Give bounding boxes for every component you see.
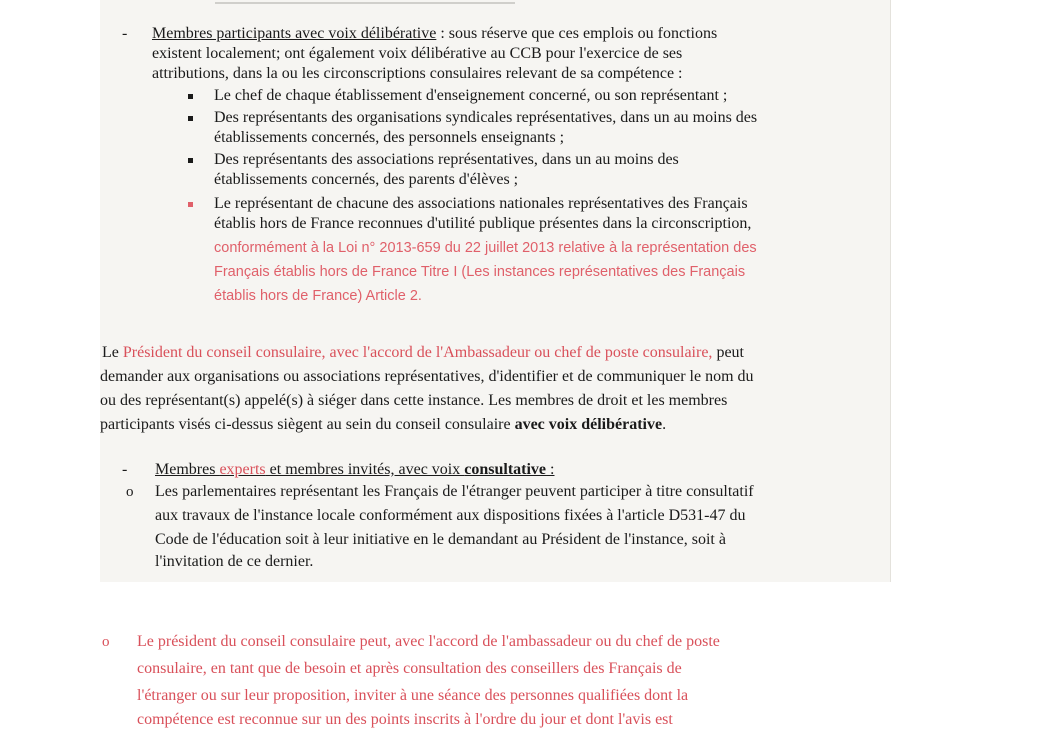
circle-bullet-red: o xyxy=(102,634,110,650)
participants-line-2: attributions, dans la ou les circonscriptions consulaires relevant de sa compétence : xyxy=(152,65,683,82)
president-last-bold: avec voix délibérative xyxy=(514,416,663,433)
bullet-4-line-1: Le représentant de chacune des associations nationales représentatives des Français xyxy=(214,195,748,212)
president-paragraph-line-3: ou des représentant(s) appelé(s) à siéger dans cette instance. Les membres de droit et les membres xyxy=(100,392,728,409)
participants-line-1: existent localement; ont également voix délibérative au CCB pour l'exercice de ses xyxy=(152,45,683,62)
president-last-start: participants visés ci-dessus siègent au sein du conseil consulaire xyxy=(100,416,515,433)
bullet-2-line-1: Des représentants des organisations syndicales représentatives, dans un au moins des xyxy=(214,109,758,126)
president-paragraph-line-2: demander aux organisations ou associations représentatives, d'identifier et de communiquer le nom du xyxy=(100,368,754,385)
square-bullet xyxy=(188,94,193,99)
president-paragraph-line-1 xyxy=(102,343,744,363)
experts-heading xyxy=(155,460,554,480)
bullet-1-line-1: Le chef de chaque établissement d'enseignement concerné, ou son représentant ; xyxy=(214,87,728,104)
addition-line-4: compétence est reconnue sur un des points inscrits à l'ordre du jour et dont l'avis est xyxy=(137,711,673,728)
experts-heading-a: Membres xyxy=(155,461,220,478)
red-note-line-2: Français établis hors de France Titre I (Les instances représentatives des Français xyxy=(214,264,746,280)
experts-heading-bold: consultative xyxy=(464,461,547,478)
experts-item-line-1: Les parlementaires représentant les Français de l'étranger peuvent participer à titre consultatif xyxy=(155,483,754,500)
experts-heading-b: et membres invités, avec voix xyxy=(265,461,465,478)
participants-heading xyxy=(152,24,717,44)
experts-item-line-3: Code de l'éducation soit à leur initiative en le demandant au Président de l'instance, soit à xyxy=(155,531,726,548)
president-red-part: Président du conseil consulaire, avec l'accord de l'Ambassadeur ou chef de poste consulaire, xyxy=(122,344,713,361)
dash-bullet: - xyxy=(122,461,128,478)
addition-line-3: l'étranger ou sur leur proposition, inviter à une séance des personnes qualifiées dont la xyxy=(137,687,689,704)
red-note-line-1: conformément à la Loi n° 2013-659 du 22 juillet 2013 relative à la représentation des xyxy=(214,240,757,256)
square-bullet xyxy=(188,116,193,121)
bullet-3-line-2: établissements concernés, des parents d'élèves ; xyxy=(214,171,519,188)
square-bullet-red xyxy=(188,202,193,207)
participants-heading-rest: : sous réserve que ces emplois ou fonctions xyxy=(436,25,718,42)
experts-heading-end: : xyxy=(546,461,555,478)
experts-heading-red: experts xyxy=(219,461,266,478)
experts-item-line-2: aux travaux de l'instance locale conformément aux dispositions fixées à l'article D531-47 du xyxy=(155,507,746,524)
experts-item-line-4: l'invitation de ce dernier. xyxy=(155,553,314,570)
bullet-4-line-2: établis hors de France reconnues d'utilité publique présentes dans la circonscription, xyxy=(214,215,752,232)
circle-bullet: o xyxy=(126,484,134,500)
president-suffix: peut xyxy=(712,344,744,361)
cut-off-top-line xyxy=(215,0,515,4)
president-paragraph-line-4 xyxy=(100,415,666,435)
dash-bullet: - xyxy=(122,25,128,42)
addition-line-1: Le président du conseil consulaire peut, avec l'accord de l'ambassadeur ou du chef de poste xyxy=(137,633,720,650)
bullet-3-line-1: Des représentants des associations représentatives, dans un au moins des xyxy=(214,151,679,168)
addition-line-2: consulaire, en tant que de besoin et après consultation des conseillers des Français de xyxy=(137,660,682,677)
president-last-end: . xyxy=(662,416,667,433)
square-bullet xyxy=(188,158,193,163)
red-note-line-3: établis hors de France) Article 2. xyxy=(214,288,422,304)
president-prefix: Le xyxy=(102,344,123,361)
bullet-2-line-2: établissements concernés, des personnels enseignants ; xyxy=(214,129,565,146)
participants-heading-underlined: Membres participants avec voix délibérative xyxy=(152,25,437,42)
